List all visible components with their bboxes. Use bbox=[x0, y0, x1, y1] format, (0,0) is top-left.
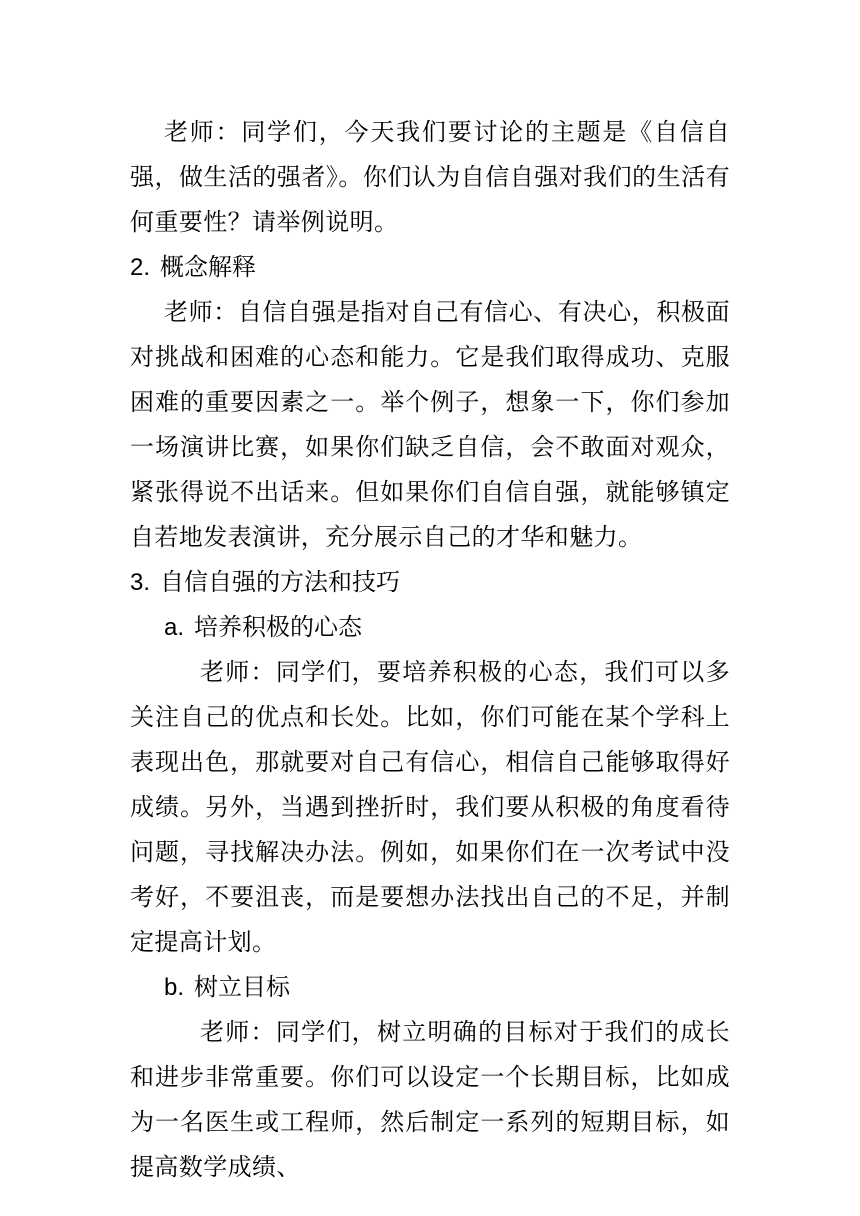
subsection-number: b. bbox=[164, 974, 185, 1001]
section-heading-methods bbox=[130, 560, 730, 605]
subsection-number: a. bbox=[164, 614, 185, 641]
section-title: 概念解释 bbox=[160, 253, 256, 281]
section-heading-concept bbox=[130, 245, 730, 290]
section-number: 3. bbox=[130, 569, 151, 596]
subsection-heading-mindset bbox=[130, 605, 730, 650]
section-title: 自信自强的方法和技巧 bbox=[160, 568, 400, 596]
paragraph-intro: 老师：同学们，今天我们要讨论的主题是《自信自强，做生活的强者》。你们认为自信自强对我们的生活有何重要性？请举例说明。 bbox=[130, 118, 730, 236]
document-body bbox=[130, 110, 730, 1190]
section-number: 2. bbox=[130, 254, 151, 281]
subsection-title: 树立目标 bbox=[194, 973, 290, 1001]
paragraph-mindset: 老师：同学们，要培养积极的心态，我们可以多关注自己的优点和长处。比如，你们可能在某个学科上表现出色，那就要对自己有信心，相信自己能够取得好成绩。另外，当遇到挫折时，我们要从积极的角度看待问题，寻找解决办法。例如，如果你们在一次考试中没考好，不要沮丧，而是要想办法找出自己的不足，并制定提高计划。 bbox=[130, 658, 730, 956]
subsection-heading-goals bbox=[130, 965, 730, 1010]
paragraph-concept: 老师：自信自强是指对自己有信心、有决心，积极面对挑战和困难的心态和能力。它是我们取得成功、克服困难的重要因素之一。举个例子，想象一下，你们参加一场演讲比赛，如果你们缺乏自信，会不敢面对观众，紧张得说不出话来。但如果你们自信自强，就能够镇定自若地发表演讲，充分展示自己的才华和魅力。 bbox=[130, 298, 730, 551]
subsection-title: 培养积极的心态 bbox=[194, 613, 362, 641]
paragraph-goals: 老师：同学们，树立明确的目标对于我们的成长和进步非常重要。你们可以设定一个长期目标，比如成为一名医生或工程师，然后制定一系列的短期目标，如提高数学成绩、 bbox=[130, 1018, 730, 1181]
